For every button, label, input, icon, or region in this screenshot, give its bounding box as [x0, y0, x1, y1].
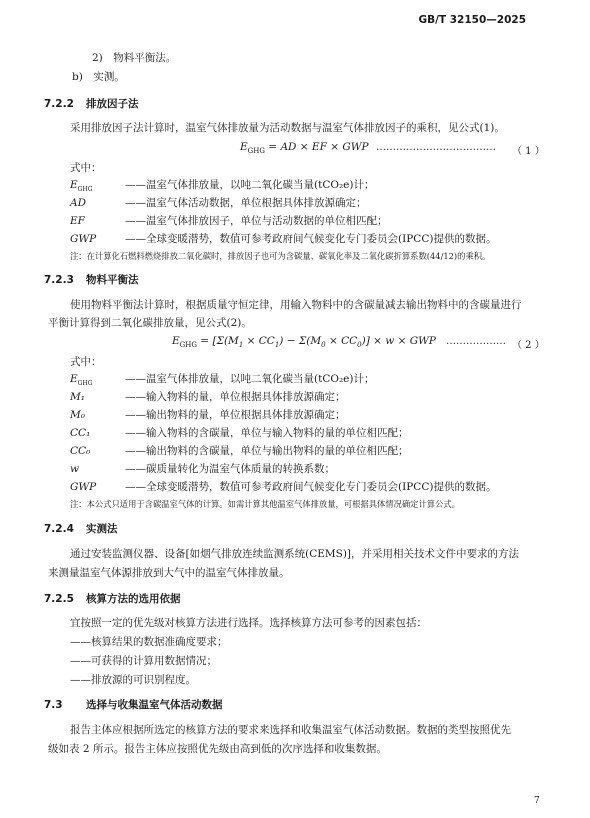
- symbol: GWP: [70, 233, 97, 245]
- definition-row: [70, 425, 409, 440]
- formula-2-leader-dots: ………………: [446, 336, 506, 347]
- definition-text: ——碳质量转化为温室气体质量的转换系数；: [125, 463, 335, 475]
- definition-row: [70, 213, 388, 228]
- section-number: 7.2.4: [44, 523, 74, 535]
- definition-text: ——温室气体活动数据，单位根据具体排放源确定；: [125, 197, 367, 209]
- definition-text: ——温室气体排放量，以吨二氧化碳当量(tCO₂e)计；: [125, 179, 375, 191]
- section-number: 7.2.3: [44, 274, 74, 286]
- definition-row: [70, 443, 409, 458]
- section-title: 物料平衡法: [86, 274, 139, 286]
- formula-1-leader-dots: ………………………………: [376, 142, 496, 153]
- paragraph: 级如表 2 所示。报告主体应按照优先级由高到低的次序选择和收集数据。: [48, 743, 387, 755]
- symbol: CC₁: [70, 427, 91, 439]
- list-item: ——核算结果的数据准确度要求；: [70, 636, 228, 648]
- formula-2: [172, 335, 436, 349]
- formula-1-number: （ 1 ）: [512, 146, 545, 157]
- definition-text: ——全球变暖潜势，数值可参考政府间气候变化专门委员会(IPCC)提供的数据。: [125, 233, 497, 245]
- section-number: 7.2.2: [44, 98, 74, 110]
- definition-row: [70, 177, 374, 193]
- definition-row: [70, 389, 346, 404]
- symbol: $E_{GHG}$: [70, 179, 93, 194]
- note-1: 注：在计算化石燃料燃烧排放二氧化碳时，排放因子也可为含碳量、碳氧化率及二氧化碳折算系数(44/12)的乘积。: [70, 251, 491, 261]
- symbol: CC₀: [70, 445, 91, 457]
- list-item: ——可获得的计算用数据情况；: [70, 655, 217, 667]
- section-heading-7-2-3: [44, 272, 139, 287]
- page-number: 7: [534, 796, 540, 806]
- section-title: 选择与收集温室气体活动数据: [86, 699, 223, 711]
- definition-text: ——输入物料的含碳量，单位与输入物料的量的单位相匹配；: [125, 427, 409, 439]
- section-heading-7-2-2: [44, 96, 139, 111]
- symbol: EF: [70, 215, 85, 227]
- symbol: $E_{GHG}$: [70, 373, 93, 388]
- formula-1: [240, 141, 369, 155]
- definition-row: [70, 407, 346, 422]
- symbol: M₁: [70, 391, 85, 403]
- list-item-material-balance: 2) 物料平衡法。: [92, 52, 177, 64]
- definition-text: ——温室气体排放量，以吨二氧化碳当量(tCO₂e)计；: [125, 373, 375, 385]
- paragraph: 平衡计算得到二氧化碳排放量，见公式(2)。: [48, 317, 252, 329]
- list-item: ——排放源的可识别程度。: [70, 674, 196, 686]
- paragraph: 来测量温室气体源排放到大气中的温室气体排放量。: [48, 567, 290, 579]
- formula-expression: $E_{GHG}$ = AD × EF × GWP: [240, 141, 369, 156]
- paragraph: 采用排放因子法计算时，温室气体排放量为活动数据与温室气体排放因子的乘积，见公式(1)。: [70, 122, 505, 134]
- standard-number: GB/T 32150—2025: [418, 14, 526, 26]
- section-title: 实测法: [86, 523, 118, 535]
- symbol: w: [70, 463, 79, 475]
- paragraph: 宜按照一定的优先级对核算方法进行选择。选择核算方法可参考的因素包括：: [70, 617, 427, 629]
- section-title: 排放因子法: [86, 98, 139, 110]
- section-heading-7-3: [44, 697, 223, 712]
- section-title: 核算方法的选用依据: [86, 593, 181, 605]
- section-number: 7.2.5: [44, 593, 74, 605]
- where-label: 式中：: [70, 162, 102, 174]
- section-number: 7.3: [44, 699, 63, 711]
- definition-text: ——温室气体排放因子，单位与活动数据的单位相匹配；: [125, 215, 388, 227]
- formula-2-number: （ 2 ）: [512, 340, 545, 351]
- section-heading-7-2-5: [44, 591, 181, 606]
- symbol: GWP: [70, 481, 97, 493]
- paragraph: 通过安装监测仪器、设备[如烟气排放连续监测系统(CEMS)]，并采用相关技术文件中要求的方法: [70, 548, 520, 560]
- where-label: 式中：: [70, 356, 102, 368]
- symbol: M₀: [70, 409, 85, 421]
- definition-row: [70, 231, 496, 246]
- definition-text: ——输出物料的含碳量，单位与输出物料的量的单位相匹配；: [125, 445, 409, 457]
- paragraph: 报告主体应根据所选定的核算方法的要求来选择和收集温室气体活动数据。数据的类型按照优先: [70, 724, 511, 736]
- definition-row: [70, 479, 496, 494]
- definition-row: [70, 195, 367, 210]
- definition-row: [70, 461, 335, 476]
- definition-text: ——输入物料的量，单位根据具体排放源确定；: [125, 391, 346, 403]
- section-heading-7-2-4: [44, 521, 118, 536]
- list-item-measurement: b) 实测。: [72, 71, 125, 83]
- definition-text: ——全球变暖潜势，数值可参考政府间气候变化专门委员会(IPCC)提供的数据。: [125, 481, 497, 493]
- definition-text: ——输出物料的量，单位根据具体排放源确定；: [125, 409, 346, 421]
- note-2: 注：本公式只适用于含碳温室气体的计算。如需计算其他温室气体排放量，可根据具体情况确定计算公式。: [70, 499, 460, 509]
- definition-row: [70, 371, 374, 387]
- paragraph: 使用物料平衡法计算时，根据质量守恒定律，用输入物料中的含碳量减去输出物料中的含碳量进行: [70, 299, 522, 311]
- formula-expression: $E_{GHG} = [\Sigma(M_1 \times CC_1) - \Sigma(M_0 \times CC_0)] \times w$ × GWP: [172, 335, 436, 350]
- symbol: AD: [70, 197, 87, 209]
